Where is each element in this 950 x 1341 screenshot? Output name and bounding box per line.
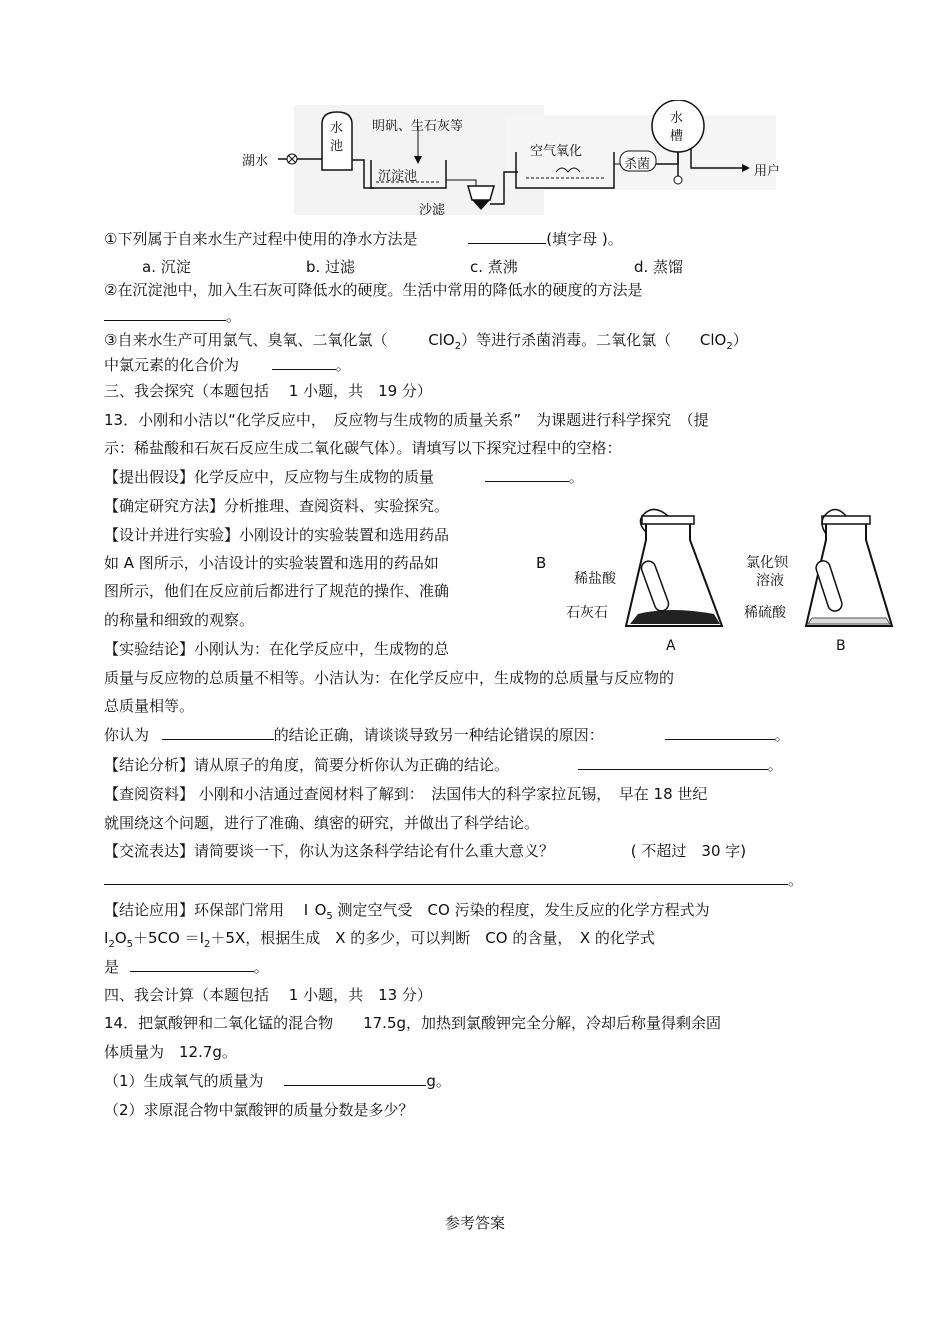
clo2-formula-2 [699, 331, 733, 352]
q12-part3-text-b: ）等进行杀菌消毒。二氧化氯（ [461, 331, 672, 349]
q13-line2: 示：稀盐酸和石灰石反应生成二氧化碳气体）。请填写以下探究过程中的空格： [104, 439, 622, 457]
q12-part2-answer-line [104, 306, 241, 326]
apply-3-text: 是 [104, 958, 120, 976]
q13-exchange [104, 841, 746, 861]
q12-part2-tail: 。 [226, 307, 242, 325]
hypothesis-text: 【提出假设】化学反应中，反应物与生成物的质量 [104, 468, 435, 486]
label-sand-filter: 沙滤 [419, 203, 446, 218]
apply-1b: O [314, 901, 327, 919]
analysis-tail: 。 [767, 756, 783, 774]
label-sedimentation-tank: 沉淀池 [378, 169, 418, 184]
q13-method: 【确定研究方法】分析推理、查阅资料、实验探究。 [104, 497, 450, 515]
answers-title: 参考答案 [444, 1214, 505, 1232]
section3-heading: 三、我会探究（本题包括 1 小题，共 19 分） [104, 382, 432, 400]
analysis-blank[interactable] [578, 755, 768, 770]
apply-3-tail: 。 [253, 958, 269, 976]
apply-1c: 测定空气受 CO 污染的程度，发生反应的化学方程式为 [332, 901, 710, 919]
hypothesis-blank[interactable] [485, 467, 569, 482]
q14-part1-text: （1）生成氧气的质量为 [104, 1072, 264, 1090]
q12-part3-line2-text: 中氯元素的化合价为 [104, 356, 240, 374]
label-figure-a: A [666, 638, 676, 654]
option-d: d. 蒸馏 [634, 258, 684, 276]
label-limestone: 石灰石 [566, 605, 608, 621]
you-think-text-a: 你认为 [104, 726, 150, 744]
q13-apply-3 [104, 957, 269, 977]
apply-2a: I [104, 929, 109, 947]
q13-conclusion-2: 质量与反应物的总质量不相等。小洁认为：在化学反应中，生成物的总质量与反应物的 [104, 669, 675, 687]
apply-1a: 【结论应用】环保部门常用 I [104, 901, 309, 919]
label-sterilize: 杀菌 [624, 157, 651, 172]
label-bacl2-a: 氯化钡 [746, 555, 788, 571]
clo2-formula-1 [428, 331, 462, 352]
q12-part2-blank[interactable] [104, 306, 226, 321]
exchange-tail: 。 [788, 871, 804, 889]
apply-sub5: 5 [126, 939, 133, 950]
q13-design-1: 【设计并进行实验】小刚设计的实验装置和选用药品 [104, 526, 450, 544]
you-think-blank-1[interactable] [162, 725, 274, 740]
q12-part3 [104, 330, 748, 357]
option-c: c. 煮沸 [470, 258, 518, 276]
q12-part2: ②在沉淀池中，加入生石灰可降低水的硬度。生活中常用的降低水的硬度的方法是 [104, 281, 643, 299]
q13-design-2: 如 A 图所示，小洁设计的实验装置和选用的药品如 [104, 554, 439, 572]
clo2-sub: 2 [726, 341, 733, 352]
q14-part1-blank[interactable] [284, 1071, 426, 1086]
apparatus-figure [560, 508, 900, 658]
q12-part3-tail: 。 [335, 356, 351, 374]
diagram-drawing [236, 100, 796, 218]
clo2-sub: 2 [454, 341, 462, 352]
q12-part1 [104, 229, 623, 249]
label-air-oxidation: 空气氧化 [530, 144, 583, 159]
exchange-limit: ( 不超过 30 字) [630, 842, 747, 860]
label-user: 用户 [754, 164, 781, 179]
apply-2d: ＋5X，根据生成 X 的多少，可以判断 CO 的含量， X 的化学式 [210, 929, 655, 947]
q14-line1: 14．把氯酸钾和二氧化锰的混合物 17.5g，加热到氯酸钾完全分解，冷却后称量得剩余固 [104, 1014, 722, 1032]
q13-design-4: 的称量和细致的观察。 [104, 611, 255, 629]
q12-part1-tail: (填字母 )。 [546, 230, 623, 248]
apply-sub5: 5 [326, 911, 333, 922]
analysis-text: 【结论分析】请从原子的角度，简要分析你认为正确的结论。 [104, 756, 510, 774]
q13-conclusion-3: 总质量相等。 [104, 697, 195, 715]
apply-sub2: 2 [108, 939, 115, 950]
hypothesis-tail: 。 [568, 468, 584, 486]
q14-part1-tail: g。 [426, 1072, 451, 1090]
q13-exchange-answer [104, 870, 803, 890]
label-lake-water: 湖水 [242, 154, 269, 169]
clo2-text: ClO [699, 331, 727, 349]
q13-lookup-2: 就围绕这个问题，进行了准确、缜密的研究，并做出了科学结论。 [104, 814, 540, 832]
option-b: b. 过滤 [306, 258, 356, 276]
option-a: a. 沉淀 [142, 258, 191, 276]
exchange-blank[interactable] [104, 870, 788, 885]
q14-line2: 体质量为 12.7g。 [104, 1043, 237, 1061]
label-pool: 水池 [330, 121, 344, 154]
clo2-text: ClO [428, 331, 455, 349]
q12-part3-blank[interactable] [272, 355, 336, 370]
q13-apply-2 [104, 928, 655, 955]
apply-blank[interactable] [130, 957, 254, 972]
q13-design-b: B [536, 554, 547, 572]
q13-conclusion-1: 【实验结论】小刚认为：在化学反应中，生成物的总 [104, 640, 450, 658]
apply-2c: ＋5CO ＝I [133, 929, 205, 947]
q12-part3-line2 [104, 355, 351, 375]
label-figure-b: B [836, 638, 846, 654]
q13-analysis [104, 755, 783, 775]
q13-line1: 13．小刚和小洁以“化学反应中， 反应物与生成物的质量关系” 为课题进行科学探究 （提 [104, 411, 709, 429]
label-dilute-h2so4: 稀硫酸 [744, 605, 786, 621]
exchange-text: 【交流表达】请简要谈一下，你认为这条科学结论有什么重大意义？ [104, 842, 555, 860]
q13-hypothesis [104, 467, 584, 487]
you-think-blank-2[interactable] [665, 725, 775, 740]
label-water-tank: 水槽 [670, 111, 684, 144]
q14-part2: （2）求原混合物中氯酸钾的质量分数是多少？ [104, 1101, 414, 1119]
label-bacl2-b: 溶液 [756, 573, 784, 589]
q13-you-think [104, 725, 790, 745]
label-additives: 明矾、生石灰等 [372, 119, 464, 134]
water-treatment-diagram [236, 100, 796, 218]
q12-part1-text: ①下列属于自来水生产过程中使用的净水方法是 [104, 230, 418, 248]
section4-heading: 四、我会计算（本题包括 1 小题，共 13 分） [104, 986, 432, 1004]
q12-part3-text-a: ③自来水生产可用氯气、臭氧、二氧化氯（ [104, 331, 388, 349]
q12-part3-text-c: ） [732, 331, 748, 349]
q13-lookup-1: 【查阅资料】 小刚和小洁通过查阅材料了解到： 法国伟大的科学家拉瓦锡， 早在 18 世纪 [104, 785, 708, 803]
you-think-tail: 。 [774, 726, 790, 744]
q13-apply-1 [104, 900, 710, 927]
q14-part1 [104, 1071, 451, 1091]
you-think-text-b: 的结论正确，请谈谈导致另一种结论错误的原因： [273, 726, 604, 744]
q12-part1-blank[interactable] [468, 229, 546, 244]
apply-2b: O [114, 929, 127, 947]
q13-design-3: 图所示，他们在反应前后都进行了规范的操作、准确 [104, 582, 450, 600]
label-dilute-hcl: 稀盐酸 [574, 571, 616, 587]
apply-sub2: 2 [204, 939, 211, 950]
